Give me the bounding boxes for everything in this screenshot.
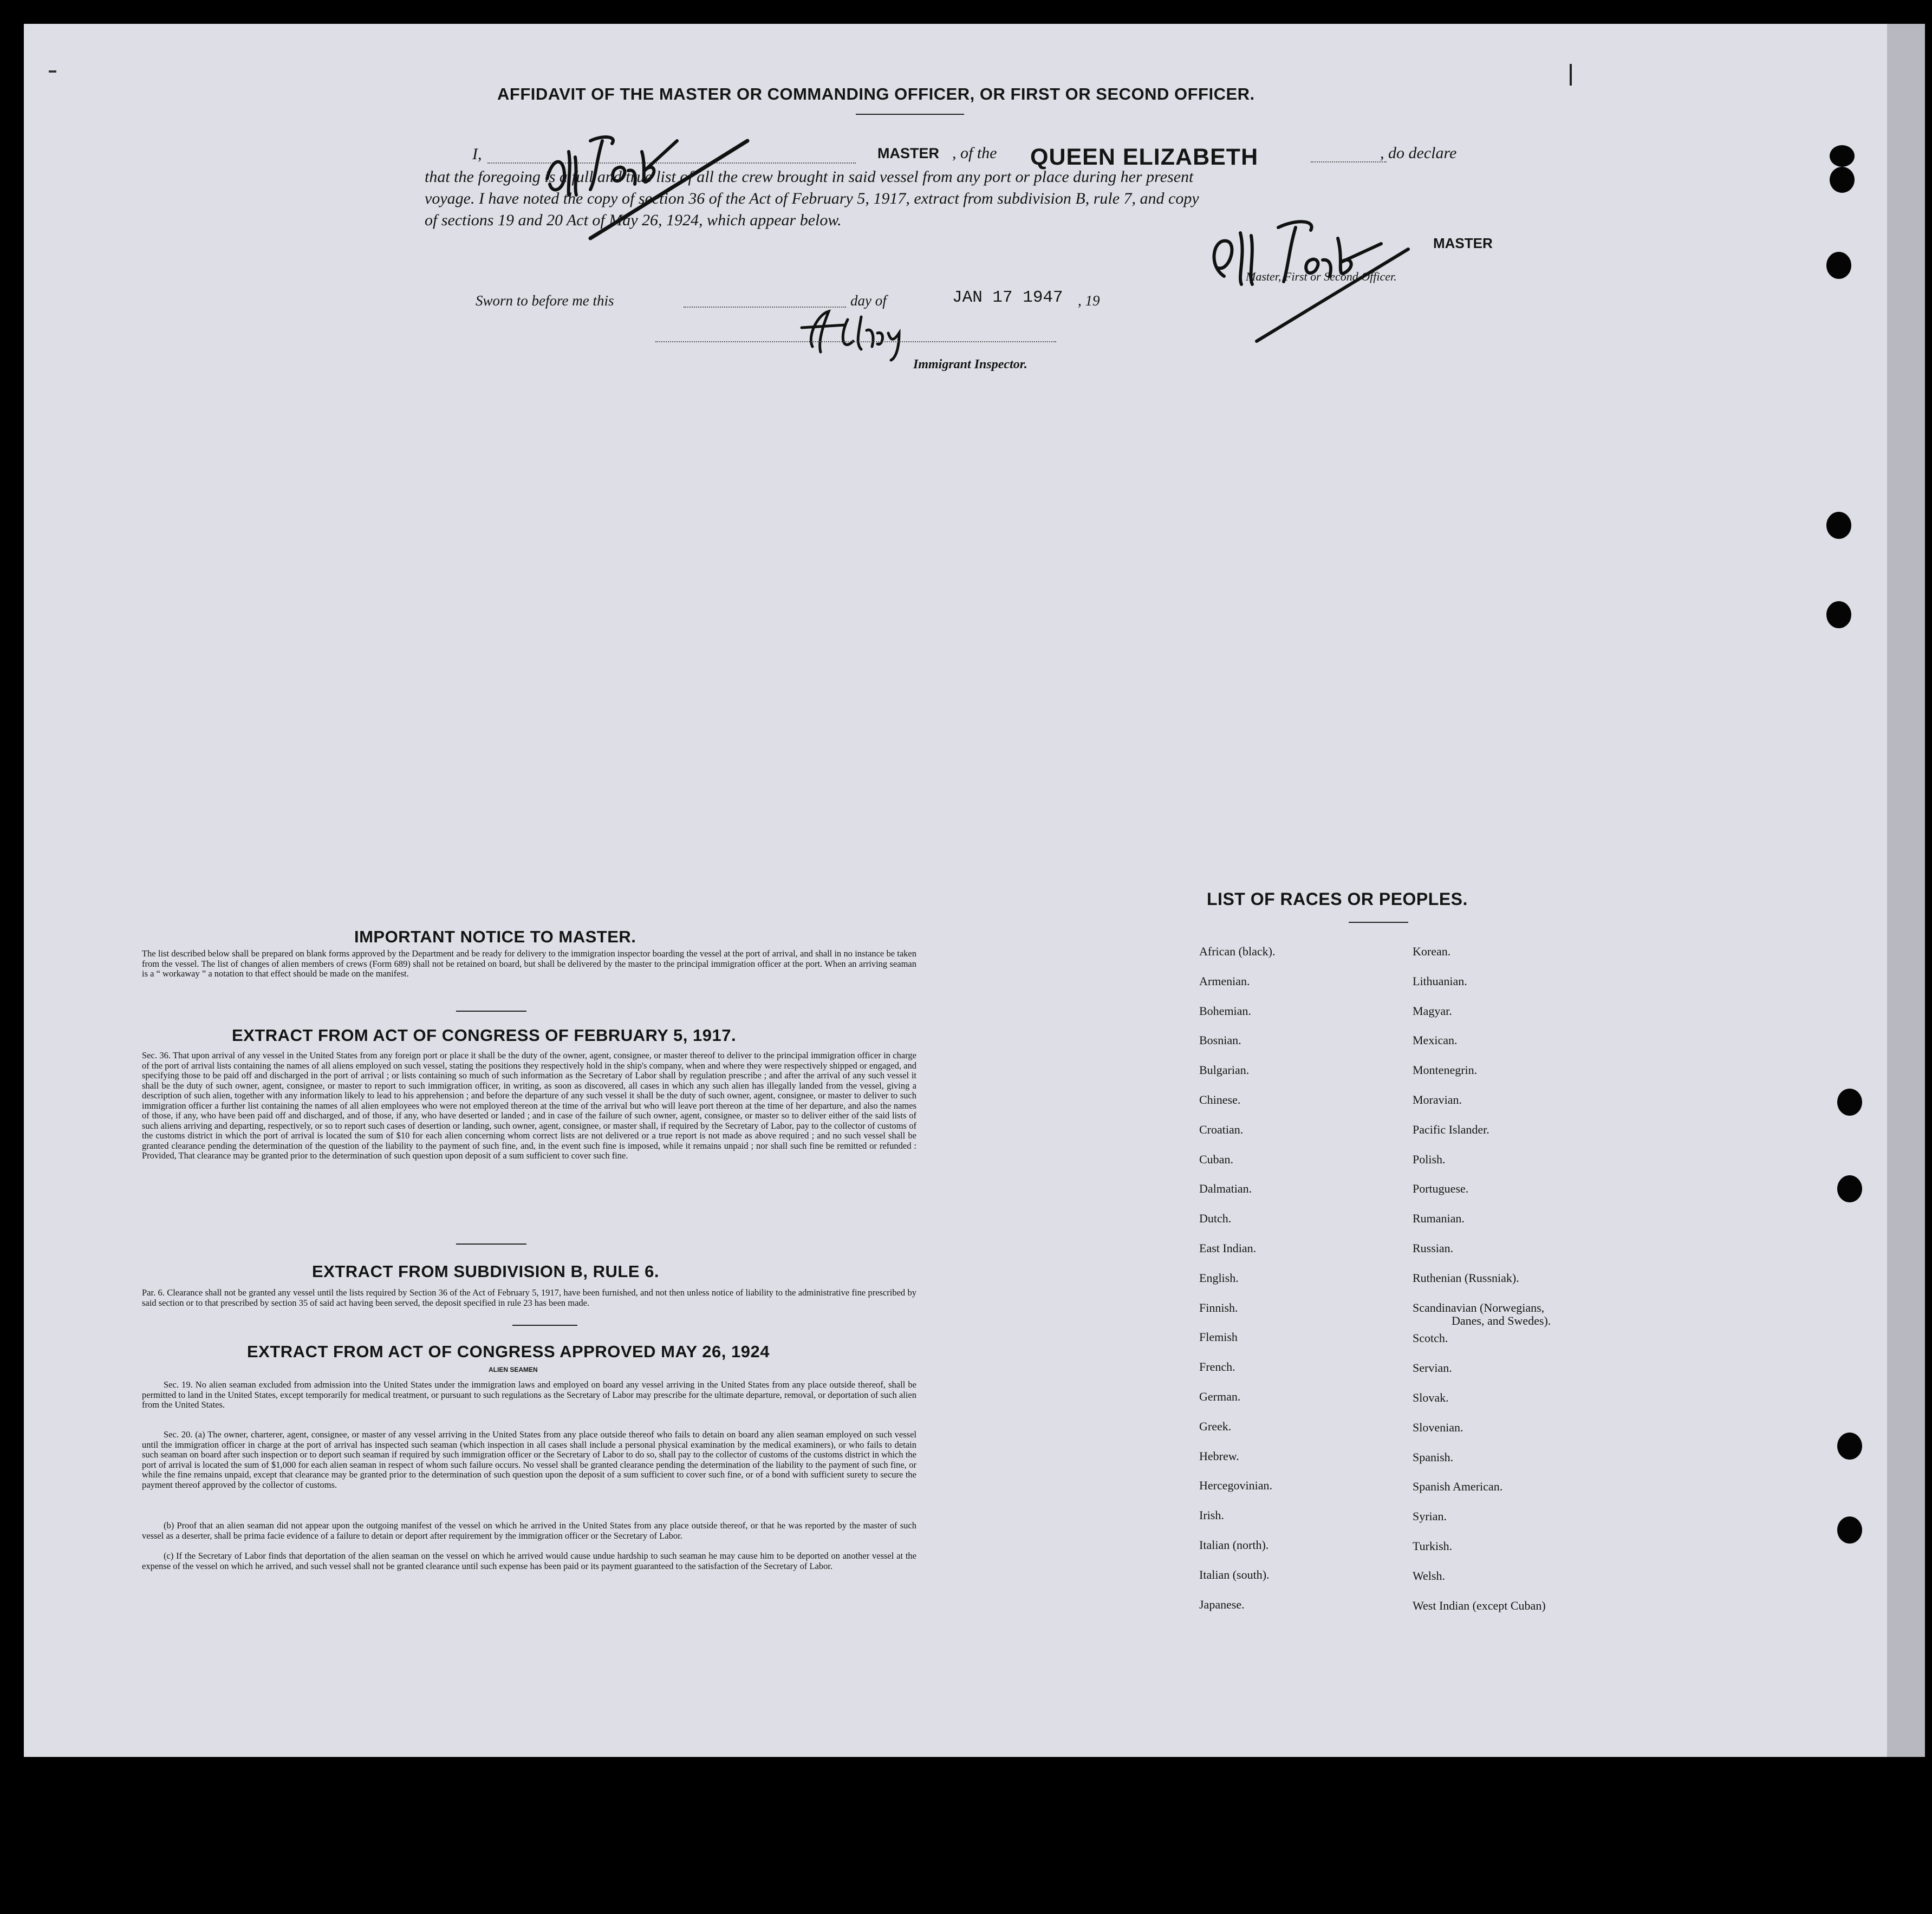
race-item: Chinese. bbox=[1199, 1093, 1241, 1106]
title-rule bbox=[856, 114, 964, 115]
race-item: Korean. bbox=[1413, 945, 1451, 958]
document-page bbox=[24, 24, 1887, 1757]
punch-hole bbox=[1826, 252, 1851, 279]
notice-rule bbox=[456, 1011, 526, 1012]
of-the-text: , of the bbox=[952, 144, 997, 162]
race-item: Rumanian. bbox=[1413, 1212, 1465, 1226]
race-item: German. bbox=[1199, 1390, 1241, 1403]
race-item: Armenian. bbox=[1199, 974, 1250, 988]
inspector-dotted-line bbox=[655, 341, 1056, 342]
race-item: Bulgarian. bbox=[1199, 1063, 1250, 1077]
punch-hole bbox=[1826, 512, 1851, 539]
race-item: Finnish. bbox=[1199, 1300, 1238, 1314]
race-item: Spanish American. bbox=[1413, 1480, 1503, 1494]
rule-6-rule bbox=[512, 1325, 577, 1326]
race-item: East Indian. bbox=[1199, 1241, 1257, 1255]
race-item: Hebrew. bbox=[1199, 1449, 1239, 1463]
punch-hole bbox=[1830, 145, 1855, 167]
race-item: Italian (north). bbox=[1199, 1538, 1269, 1552]
rule-6-title: EXTRACT FROM SUBDIVISION B, RULE 6. bbox=[312, 1262, 659, 1281]
extract-1924-sec20a: Sec. 20. (a) The owner, charterer, agent, consignee, or master of any vessel arriving in the United States from any place outside thereof who fails to detain on board any alien seaman employed on such vessel until the immigration officer in charge at the port of arrival has inspected such seaman (which inspection in all cases shall include a personal physical examination by the medical examiners), or who fails to detain such seaman on board after such inspection or to deport such seaman if required by such immigration officer or the Secretary of Labor to do so, shall pay to the collector of customs of the customs district in which the port of arrival is located the sum of $1,000 for each alien seaman in respect of whom such failure occurs. No vessel shall be granted clearance pending the determination of the liability to the payment of such fine, or while the fine remains unpaid, except that clearance may be granted prior to the determination of such question upon the deposit of a sum sufficient to cover such fine, or of a bond with sufficient surety to secure the payment thereof approved by the collector of customs. bbox=[142, 1429, 916, 1490]
do-declare-text: , do declare bbox=[1380, 144, 1457, 162]
race-item: Scotch. bbox=[1413, 1331, 1448, 1345]
race-item: English. bbox=[1199, 1271, 1239, 1285]
race-item: Irish. bbox=[1199, 1508, 1224, 1522]
punch-hole bbox=[1837, 1089, 1862, 1116]
sworn-text: Sworn to before me this bbox=[476, 292, 614, 309]
notice-title: IMPORTANT NOTICE TO MASTER. bbox=[354, 927, 636, 946]
year-prefix: , 19 bbox=[1078, 292, 1100, 309]
scan-mark bbox=[1570, 64, 1572, 86]
race-item: Slovak. bbox=[1413, 1391, 1449, 1404]
race-item: Servian. bbox=[1413, 1361, 1452, 1375]
ship-dotted-line bbox=[1311, 161, 1387, 162]
race-item: Syrian. bbox=[1413, 1509, 1447, 1524]
races-title: LIST OF RACES OR PEOPLES. bbox=[1207, 889, 1468, 909]
extract-1917-title: EXTRACT FROM ACT OF CONGRESS OF FEBRUARY 5, 1917. bbox=[232, 1026, 737, 1045]
race-item: Japanese. bbox=[1199, 1597, 1245, 1611]
master-sig-caption: Master, First or Second Officer. bbox=[1246, 270, 1397, 283]
race-item: Bosnian. bbox=[1199, 1033, 1241, 1047]
extract-1924-sec20c: (c) If the Secretary of Labor finds that deportation of the alien seaman on the vessel on which he arrived would cause undue hardship to such seaman he may cause him to be deported on another vessel at the expense of the vessel on which he arrived, and such vessel shall not be granted clearance until such expense has been paid or its payment guaranteed to the satisfaction of the Secretary of Labor. bbox=[142, 1551, 916, 1571]
inspector-caption: Immigrant Inspector. bbox=[913, 357, 1027, 372]
race-item: African (black). bbox=[1199, 945, 1276, 958]
race-item: Hercegovinian. bbox=[1199, 1479, 1272, 1493]
affidavit-title: AFFIDAVIT OF THE MASTER OR COMMANDING OFFICER, OR FIRST OR SECOND OFFICER. bbox=[497, 84, 1255, 103]
race-item: Cuban. bbox=[1199, 1152, 1233, 1166]
extract-1924-subtitle: ALIEN SEAMEN bbox=[489, 1366, 538, 1373]
master-word: MASTER bbox=[877, 145, 939, 161]
declaration-line-2: that the foregoing is a full and true list of all the crew brought in said vessel from any port or place during her present bbox=[425, 168, 1194, 186]
race-item: French. bbox=[1199, 1360, 1235, 1374]
date-stamp: JAN 17 1947 bbox=[952, 288, 1063, 307]
race-item: Scandinavian (Norwegians, bbox=[1413, 1300, 1545, 1314]
race-item: Portuguese. bbox=[1413, 1182, 1469, 1196]
race-item: Spanish. bbox=[1413, 1450, 1454, 1464]
extract-1924-sec20b: (b) Proof that an alien seaman did not appear upon the outgoing manifest of the vessel on which he arrived in the United States from any place outside thereof, or that he was reported by the master of such vessel as a deserter, shall be prima facie evidence of a failure to detain or deport after requirement by the immigration officer or the Secretary of Labor. bbox=[142, 1520, 916, 1541]
race-item: Welsh. bbox=[1413, 1568, 1445, 1583]
master-sig-label: MASTER bbox=[1433, 235, 1493, 251]
declaration-line-4: of sections 19 and 20 Act of May 26, 1924, which appear below. bbox=[425, 211, 842, 229]
race-item: Pacific Islander. bbox=[1413, 1122, 1489, 1136]
race-item: Bohemian. bbox=[1199, 1004, 1251, 1018]
race-item: Slovenian. bbox=[1413, 1420, 1463, 1434]
race-item: Russian. bbox=[1413, 1241, 1454, 1255]
punch-hole bbox=[1837, 1516, 1862, 1544]
extract-1917-rule bbox=[456, 1244, 526, 1245]
page-edge-strip bbox=[1887, 24, 1925, 1757]
day-of-text: day of bbox=[850, 292, 887, 309]
declaration-i: I, bbox=[472, 145, 482, 163]
race-item: Magyar. bbox=[1413, 1004, 1452, 1018]
race-item: Turkish. bbox=[1413, 1539, 1453, 1553]
race-item: West Indian (except Cuban) bbox=[1413, 1598, 1546, 1612]
extract-1924-sec19: Sec. 19. No alien seaman excluded from admission into the United States under the immigration laws and employed on board any vessel arriving in the United States from any place outside thereof, shall be permitted to land in the United States, except temporarily for medical treatment, or pursuant to such regulations as the Secretary of Labor may prescribe for the ultimate departure, removal, or deportation of such alien from the United States. bbox=[142, 1379, 916, 1410]
ship-name: QUEEN ELIZABETH bbox=[1030, 144, 1259, 170]
extract-1924-title: EXTRACT FROM ACT OF CONGRESS APPROVED MAY 26, 1924 bbox=[247, 1342, 770, 1361]
race-item: Dalmatian. bbox=[1199, 1182, 1252, 1196]
race-item: Polish. bbox=[1413, 1152, 1446, 1166]
punch-hole bbox=[1837, 1175, 1862, 1202]
extract-1917-text: Sec. 36. That upon arrival of any vessel in the United States from any foreign port or place it shall be the duty of the owner, agent, consignee, or master thereof to deliver to the principal immigration officer in charge of the port of arrival lists containing the names of all aliens employed on such vessel, stating the positions they respectively hold in the ship's company, when and where they were respectively shipped or engaged, and specifying those to be paid off and discharged in the port of arrival ; or lists containing so much of such information as the Secretary of Labor shall by regulation prescribe ; and after the arrival of any such vessel it shall be the duty of such owner, agent, consignee, or master to report to such immigration officer, in writing, as soon as discovered, all cases in which any such alien has illegally landed from the vessel, giving a description of such alien, together with any information likely to lead to his apprehension ; and before the departure of any such vessel it shall be the duty of such owner, agent, consignee, or master to deliver to such immigration officer a further list containing the names of all alien employees who were not employed thereon at the time of the arrival but who will leave port thereon at the time of her departure, and also the names of those, if any, who have been paid off and discharged, and of those, if any, who have deserted or landed ; and in case of the failure of such owner, agent, consignee, or master so to deliver either of the said lists of such aliens arriving and departing, respectively, or so to report such cases of desertion or landing, such owner, agent, consignee, or master shall, if required by the Secretary of Labor, pay to the collector of customs of the customs district in which the port of arrival is located the sum of $10 for each alien concerning whom correct lists are not delivered or a true report is not made as above required ; and no such vessel shall be granted clearance pending the determination of the question of the liability to the payment of such fine, and, in the event such fine is imposed, while it remains unpaid ; nor shall such fine be remitted or refunded : Provided, That clearance may be granted prior to the determination of such question upon deposit of a sum sufficient to cover such fine. bbox=[142, 1050, 916, 1161]
race-item: Croatian. bbox=[1199, 1122, 1244, 1136]
rule-6-text: Par. 6. Clearance shall not be granted any vessel until the lists required by Section 36 of the Act of February 5, 1917, have been furnished, and not then unless notice of liability to the administrative fine prescribed by said section or to that prescribed by section 35 of said act having been served, the deposit specified in rule 23 has been made. bbox=[142, 1287, 916, 1308]
punch-hole bbox=[1826, 601, 1851, 628]
race-item: Lithuanian. bbox=[1413, 974, 1467, 988]
race-item: Montenegrin. bbox=[1413, 1063, 1478, 1077]
race-item: Moravian. bbox=[1413, 1093, 1462, 1106]
punch-hole bbox=[1830, 167, 1855, 193]
punch-hole bbox=[1837, 1433, 1862, 1460]
race-item: Italian (south). bbox=[1199, 1567, 1270, 1581]
scan-mark bbox=[49, 70, 56, 73]
inspector-signature bbox=[796, 303, 959, 363]
notice-text: The list described below shall be prepared on blank forms approved by the Department and be ready for delivery to the immigration inspector boarding the vessel at the port of arrival, and shall in no instance be taken from the vessel. The list of changes of alien members of crews (Form 689) shall not be retained on board, but shall be delivered by the master to the principal immigration officer at the port. When an arriving seaman is a “ workaway ” a notation to that effect should be made on the manifest. bbox=[142, 948, 916, 979]
race-item: Mexican. bbox=[1413, 1033, 1458, 1047]
race-item: Flemish bbox=[1199, 1330, 1238, 1344]
race-item: Greek. bbox=[1199, 1419, 1232, 1433]
declaration-line-3: voyage. I have noted the copy of section 36 of the Act of February 5, 1917, extract from subdivision B, rule 7, and copy bbox=[425, 190, 1199, 207]
races-rule bbox=[1349, 922, 1408, 923]
race-item: Dutch. bbox=[1199, 1212, 1232, 1226]
race-scandinavian-continued: Danes, and Swedes). bbox=[1452, 1314, 1551, 1327]
race-item: Ruthenian (Russniak). bbox=[1413, 1271, 1519, 1285]
